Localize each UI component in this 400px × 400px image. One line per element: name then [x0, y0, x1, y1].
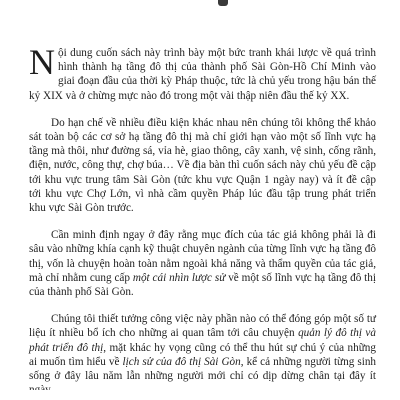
paragraph-3-italic: một cái nhìn lược sử: [132, 271, 226, 284]
header-ornament: [218, 0, 228, 6]
page-header-area: [0, 0, 400, 22]
page-bottom-margin: [0, 390, 400, 400]
drop-cap: N: [29, 42, 55, 82]
paragraph-3-text-b: về một số lĩnh vực hạ tầng đô thị của thành phố Sài Gòn.: [29, 271, 376, 299]
paragraph-2-text: Do hạn chế về nhiều điều kiện khác nhau nên chúng tôi không thể khảo sát toàn bộ các cơ sở hạ tầng đô thị mà chỉ giới hạn vào một số lĩnh vực hạ tầng mà thôi, như đường sá, vỉa hè, giao thông, cây xanh, vệ sinh, cống rãnh, điện, nước, công thự, chợ búa… Về địa bàn thì cuốn sách này chủ yếu đề cập tới khu vực trung tâm Sài Gòn (tức khu vực Quận 1 ngày nay) và ít đề cập tới khu vực Chợ Lớn, vì nhà cầm quyền Pháp lúc đầu tập trung phát triển khu vực Sài Gòn trước.: [29, 116, 376, 215]
body-text: [29, 42, 377, 400]
paragraph-4: [29, 312, 376, 397]
paragraph-4-italic-b: lịch sử của đô thị Sài Gòn: [122, 355, 241, 368]
paragraph-1: [29, 42, 376, 103]
paragraph-4-text-c: , kể cả những người từng sinh sống ở đây lâu năm lẫn những người mới chỉ có dịp dừng chân tại đây ít: [29, 355, 377, 383]
paragraph-3-text-a: Cần minh định ngay ở đây rằng mục đích của tác giả không phải là đi sâu vào những khía cạnh kỹ thuật chuyên ngành của từng lĩnh vực hạ tầng đô thị, vốn là chuyện hoàn toàn nằm ngoài khả năng và thẩm quyền của tác giả, mà chỉ nhằm cung cấp: [29, 229, 376, 284]
paragraph-4-italic-a: quản lý đô thị và phát triển đô thị: [29, 327, 376, 354]
paragraph-4-text-a: Chúng tôi thiết tưởng công việc này phần nào có thể đóng góp một số tư liệu ít nhiều bổ ích cho những ai quan tâm tới câu chuyện: [29, 313, 376, 340]
paragraph-1-text: ội dung cuốn sách này trình bày một bức tranh khái lược về quá trình hình thành hạ tầng đô thị của thành phố Sài Gòn-Hồ Chí Minh vào giai đoạn đầu của thời kỳ Pháp thuộc, tức là chủ yếu trong hậu bán thế kỷ XIX và ở chừng mực nào đó trong một vài thập niên đầu thế kỷ XX.: [29, 47, 376, 102]
paragraph-4-text-b: , mặt khác hy vọng cũng có thể thu hút sự chú ý của những ai muốn tìm hiểu về: [29, 341, 376, 368]
paragraph-2: [29, 116, 376, 215]
paragraph-3: [29, 228, 376, 299]
